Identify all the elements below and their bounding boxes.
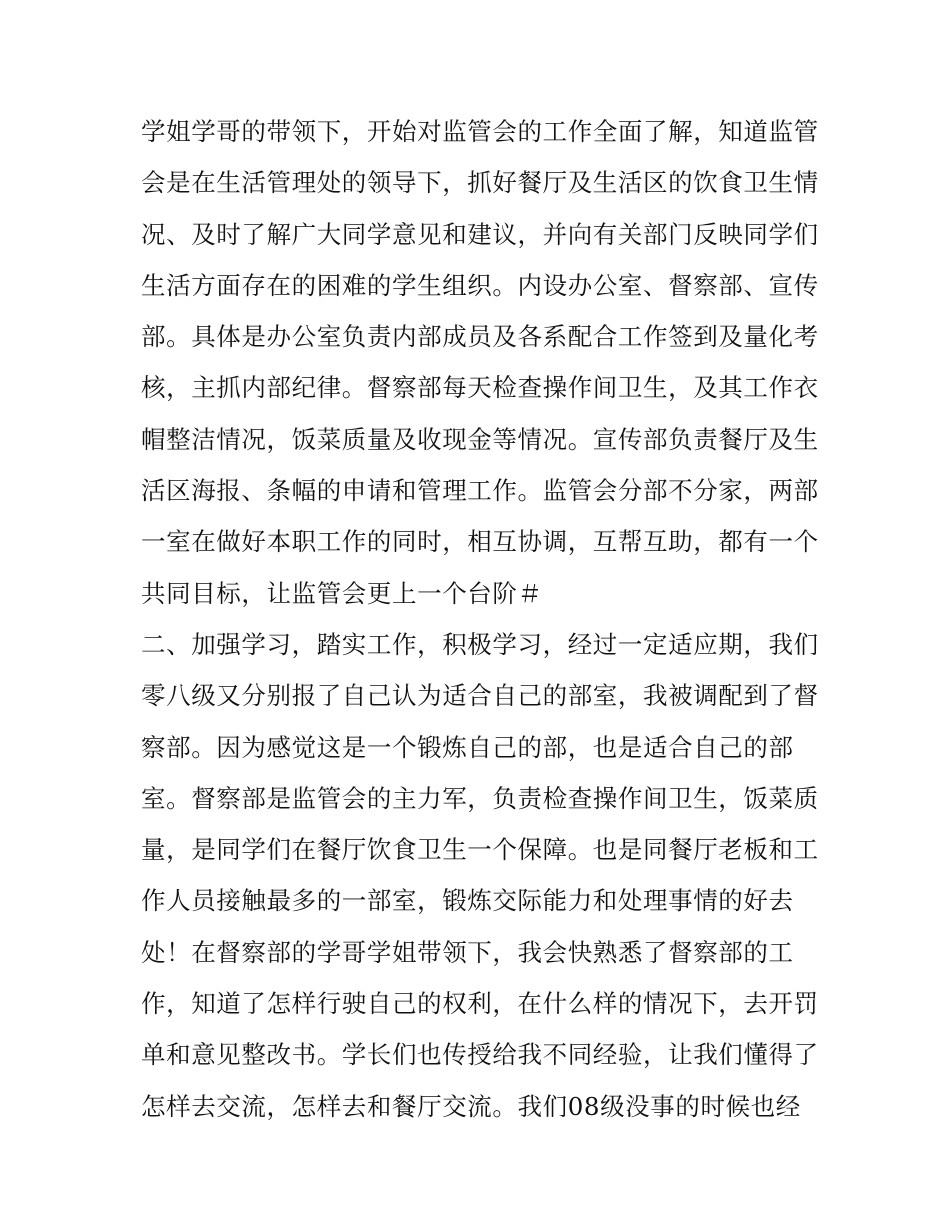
text-line: 怎样去交流，怎样去和餐厅交流。我们08级没事的时候也经 xyxy=(141,1091,801,1121)
text-line: 二、加强学习，踏实工作，积极学习，经过一定适应期，我们 xyxy=(141,629,819,659)
text-line: 室。督察部是监管会的主力军，负责检查操作间卫生，饭菜质 xyxy=(141,783,819,813)
text-line: 况、及时了解广大同学意见和建议，并向有关部门反映同学们 xyxy=(141,219,819,249)
text-line: 单和意见整改书。学长们也传授给我不同经验，让我们懂得了 xyxy=(141,1040,819,1070)
text-line: 学姐学哥的带领下，开始对监管会的工作全面了解，知道监管 xyxy=(141,117,819,146)
text-line: 量，是同学们在餐厅饮食卫生一个保障。也是同餐厅老板和工 xyxy=(141,835,819,865)
text-line: 部。具体是办公室负责内部成员及各系配合工作签到及量化考 xyxy=(141,322,819,352)
text-line: 活区海报、条幅的申请和管理工作。监管会分部不分家，两部 xyxy=(141,476,819,506)
text-line: 一室在做好本职工作的同时，相互协调，互帮互助，都有一个 xyxy=(141,527,819,557)
text-line: 处！在督察部的学哥学姐带领下，我会快熟悉了督察部的工 xyxy=(141,937,794,967)
text-line: 核，主抓内部纪律。督察部每天检查操作间卫生，及其工作衣 xyxy=(141,373,819,403)
text-line: 帽整洁情况，饭菜质量及收现金等情况。宣传部负责餐厅及生 xyxy=(141,424,819,454)
text-line: 生活方面存在的困难的学生组织。内设办公室、督察部、宣传 xyxy=(141,270,819,300)
text-line: 零八级又分别报了自己认为适合自己的部室，我被调配到了督 xyxy=(141,681,819,711)
text-line: 作，知道了怎样行驶自己的权利，在什么样的情况下，去开罚 xyxy=(141,989,819,1019)
body-text xyxy=(141,106,821,1132)
text-line: 共同目标，让监管会更上一个台阶＃ xyxy=(141,578,543,608)
text-line: 察部。因为感觉这是一个锻炼自己的部，也是适合自己的部 xyxy=(141,732,794,762)
text-line: 会是在生活管理处的领导下，抓好餐厅及生活区的饮食卫生情 xyxy=(141,168,819,198)
text-line: 作人员接触最多的一部室，锻炼交际能力和处理事情的好去 xyxy=(141,886,794,916)
